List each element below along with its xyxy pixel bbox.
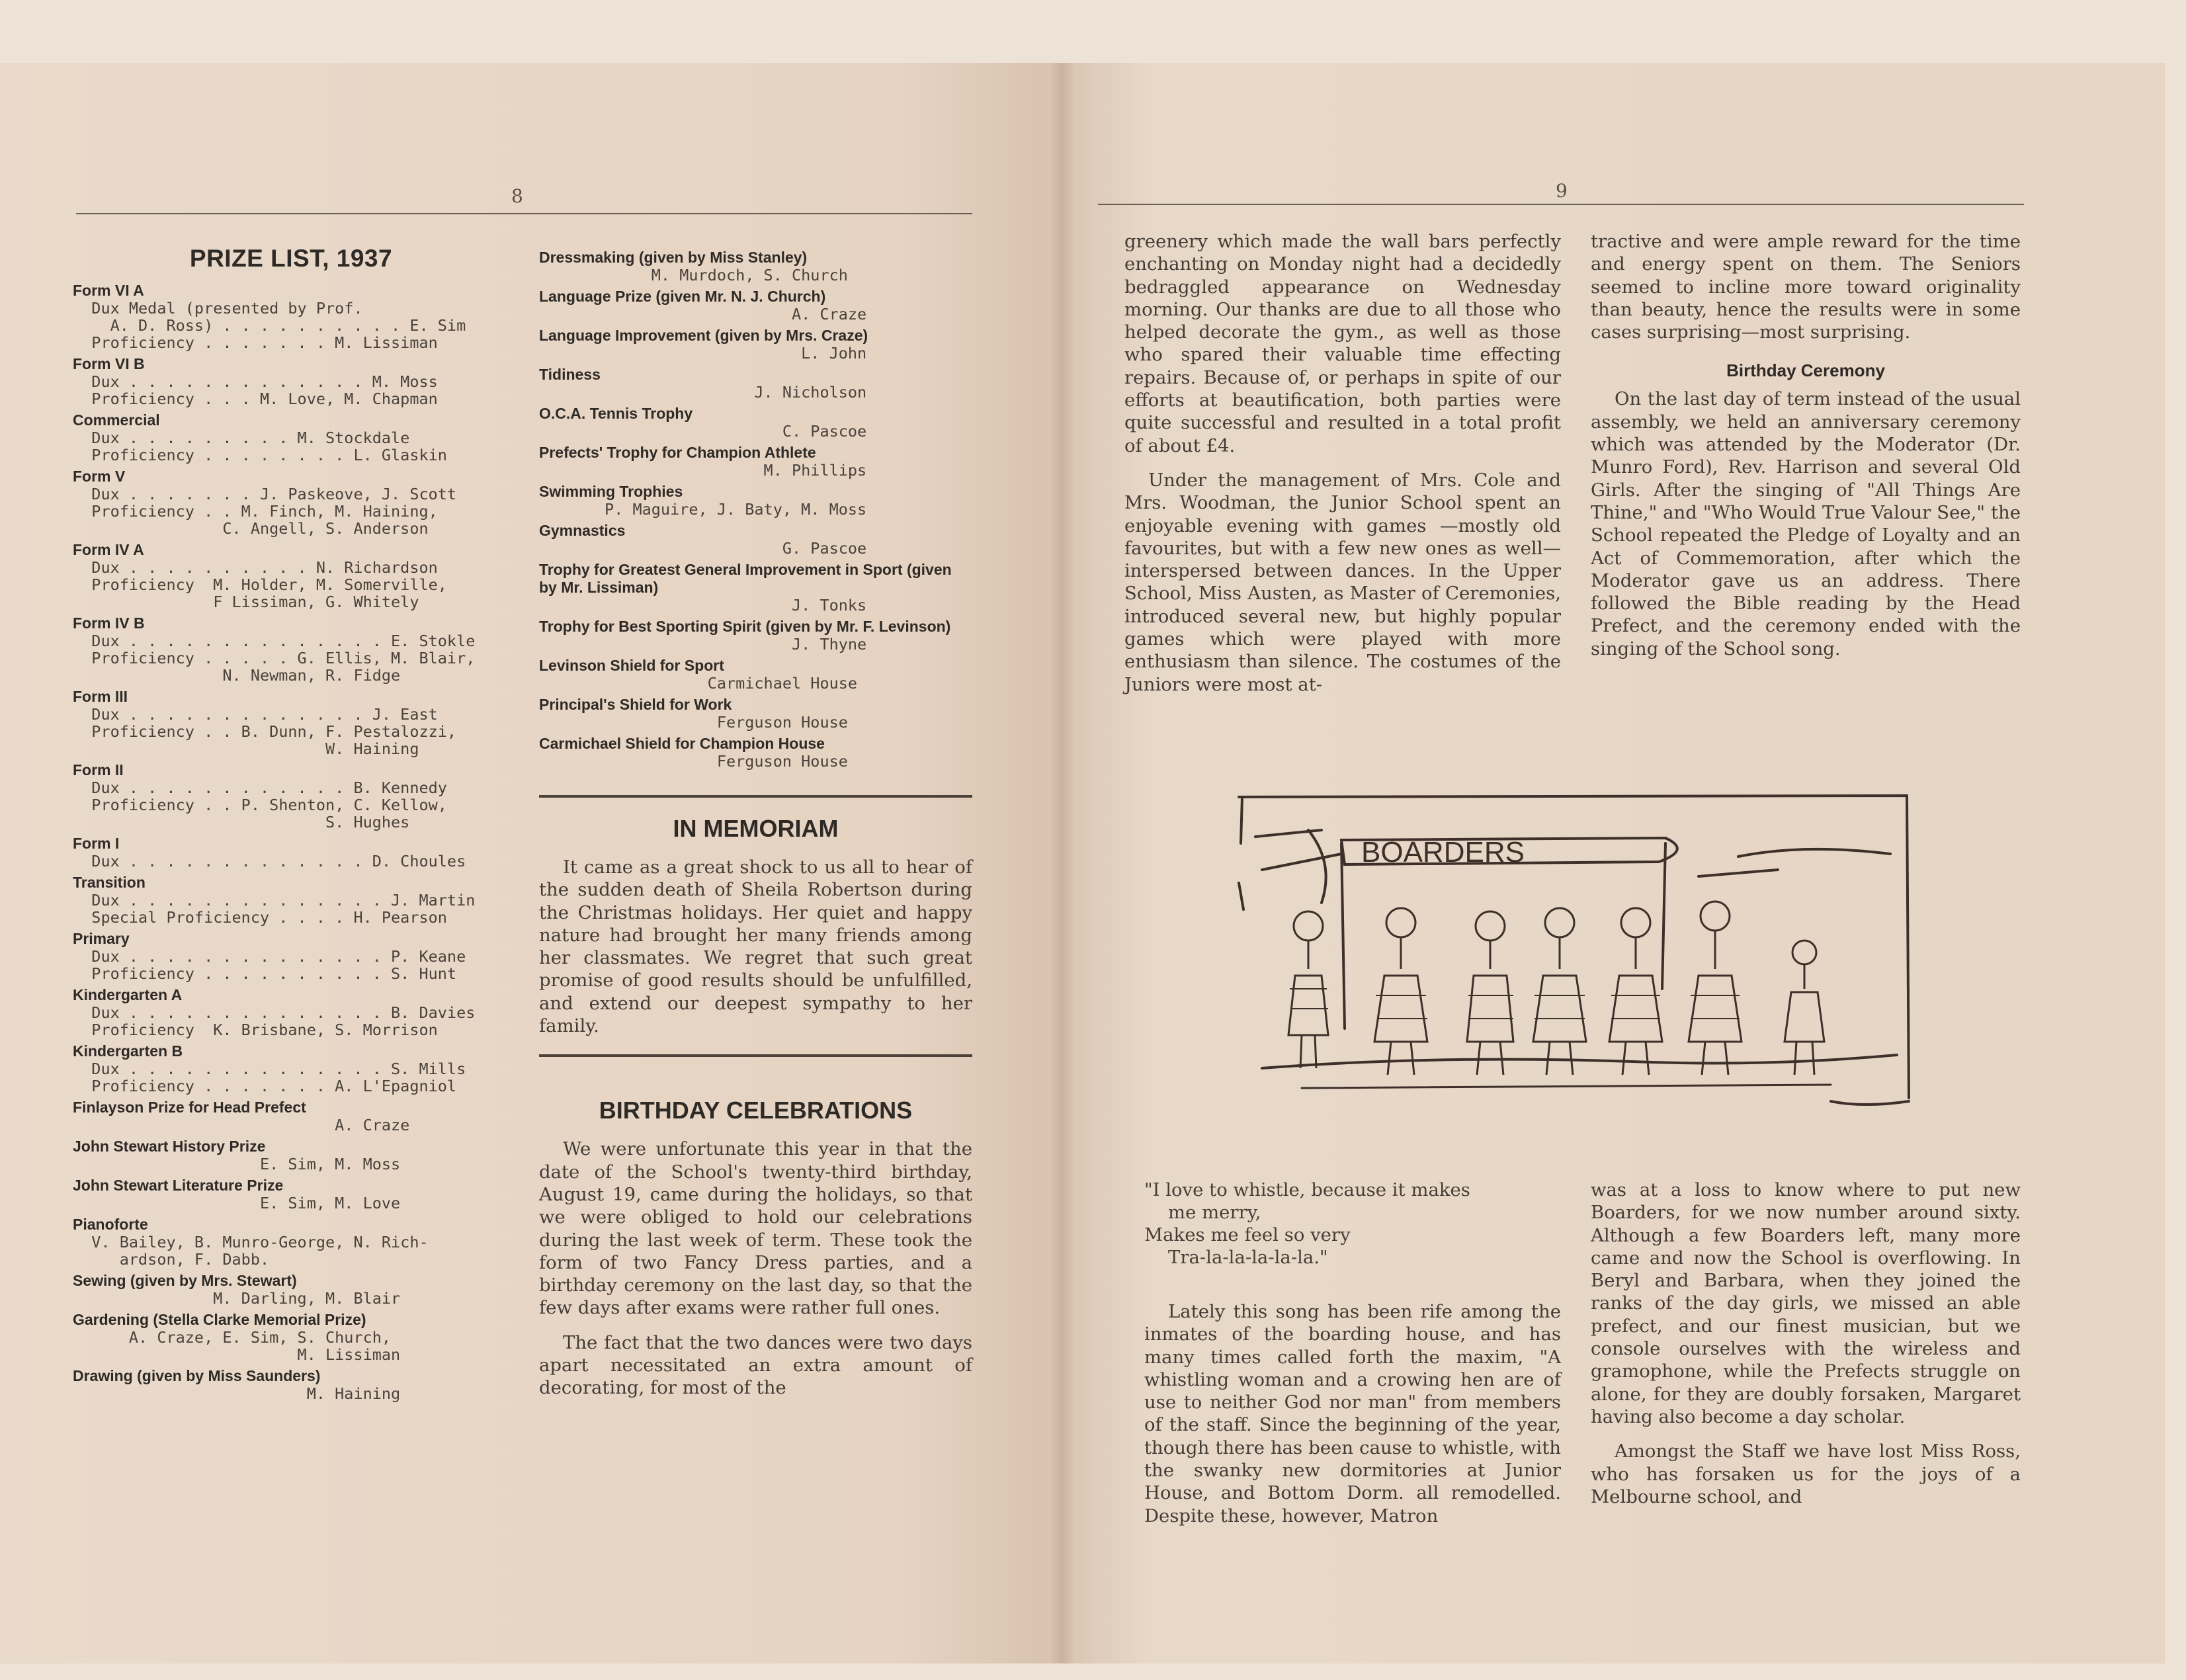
figure-3 xyxy=(1467,911,1513,1075)
prize-line: Proficiency . . P. Shenton, C. Kellow, xyxy=(73,796,447,814)
boarders-illustration xyxy=(1236,790,1913,1133)
prize-list-entries-1 xyxy=(73,282,509,1402)
page-number-right: 9 xyxy=(1556,180,1568,202)
verse-line-4: Tra-la-la-la-la-la." xyxy=(1168,1247,1328,1268)
prize-line: Dux . . . . . . . . . . . . . . J. Martin xyxy=(73,891,476,909)
prize-heading: Form I xyxy=(73,835,120,852)
prize-list-column-2 xyxy=(539,245,972,1411)
memoriam-text: It came as a great shock to us all to hear of the sudden death of Sheila Robertson during the Christmas holidays. Her quiet and happy nature had brought her many friends among her classmates. We regret that such great promise of good results should be unfulfilled, and extend our deepest sympathy to her family. xyxy=(539,857,972,1037)
prize-heading: Kindergarten A xyxy=(73,986,183,1003)
boarders-sign-text: BOARDERS xyxy=(1361,836,1525,868)
figure-7 xyxy=(1785,941,1824,1075)
prize-line: J. Tonks xyxy=(539,596,867,614)
verse-line-3: Makes me feel so very xyxy=(1144,1224,1351,1245)
prize-heading: Prefects' Trophy for Champion Athlete xyxy=(539,444,816,461)
prize-line: Proficiency K. Brisbane, S. Morrison xyxy=(73,1021,438,1039)
prize-line: Ferguson House xyxy=(539,713,848,732)
header-rule-right xyxy=(1098,204,2024,205)
header-rule-left xyxy=(76,213,972,214)
prize-line: Proficiency . . . . . . . A. L'Epagniol xyxy=(73,1077,457,1095)
staff-paragraph: Amongst the Staff we have lost Miss Ross, who has forsaken us for the joys of a Melbourne school, and xyxy=(1591,1441,2021,1507)
prize-line: Dux . . . . . . . . . . . . . D. Choules xyxy=(73,852,466,870)
prize-line: Proficiency . . . . . . . . . . S. Hunt xyxy=(73,964,457,983)
birthday-rule xyxy=(539,1054,972,1057)
prize-line: Ferguson House xyxy=(539,752,848,771)
prize-line: ardson, F. Dabb. xyxy=(73,1250,270,1269)
prize-line: C. Pascoe xyxy=(539,422,867,441)
prize-heading: Form IV B xyxy=(73,614,145,632)
prize-heading: Form V xyxy=(73,468,126,485)
memoriam-title: IN MEMORIAM xyxy=(673,815,839,842)
frame-line xyxy=(1239,796,1909,1098)
prize-heading: Language Improvement (given by Mrs. Craze) xyxy=(539,327,868,344)
prize-line: F Lissiman, G. Whitely xyxy=(73,593,419,611)
prize-heading: Dressmaking (given by Miss Stanley) xyxy=(539,249,808,266)
prize-heading: Principal's Shield for Work xyxy=(539,696,732,713)
prize-line: Dux Medal (presented by Prof. xyxy=(73,299,363,317)
figure-5 xyxy=(1609,908,1662,1075)
prize-heading: Form IV A xyxy=(73,541,144,558)
whistle-paragraph: Lately this song has been rife among the inmates of the boarding house, and has many times called forth the maxim, "A whistling woman and a crowing hen are of use to neither God nor man" from members of the staff. Since the beginning of the year, though there has been cause to whistle, with the swanky new dormitories at Junior House, and Bottom Dorm. all remodelled. Despite these, however, Matron xyxy=(1144,1301,1561,1527)
page-number-left: 8 xyxy=(511,185,523,207)
right-column-4 xyxy=(1591,1179,2021,1520)
prize-line: Special Proficiency . . . . H. Pearson xyxy=(73,908,447,927)
birthday-paragraph-2: The fact that the two dances were two days apart necessitated an extra amount of decorating, for most of the xyxy=(539,1331,972,1399)
prize-heading: Finlayson Prize for Head Prefect xyxy=(73,1099,306,1116)
right-column-1 xyxy=(1124,230,1561,708)
prize-heading: Levinson Shield for Sport xyxy=(539,657,724,674)
prize-heading: John Stewart Literature Prize xyxy=(73,1177,284,1194)
prize-line: M. Murdoch, S. Church xyxy=(539,266,848,284)
prize-line: M. Phillips xyxy=(539,461,867,480)
prize-line: E. Sim, M. Moss xyxy=(73,1155,401,1173)
figure-1 xyxy=(1288,911,1328,1068)
prize-heading: Pianoforte xyxy=(73,1216,148,1233)
prize-line: A. Craze, E. Sim, S. Church, xyxy=(73,1328,392,1347)
prize-line: Dux . . . . . . . . . . . . . . S. Mills xyxy=(73,1060,466,1078)
figure-4 xyxy=(1533,908,1586,1075)
prize-line: Dux . . . . . . . . . . . . B. Kennedy xyxy=(73,778,447,797)
birthday-paragraph-1: We were unfortunate this year in that the date of the School's twenty-third birthday, August 19, came during the holidays, so that we were obliged to hold our celebrations during the last week of term. These took the form of two Fancy Dress parties, and a birthday ceremony on the last day, so that the few days after exams were rather full ones. xyxy=(539,1138,972,1319)
prize-line: J. Nicholson xyxy=(539,383,867,401)
right-column-3 xyxy=(1144,1179,1561,1539)
prize-line: C. Angell, S. Anderson xyxy=(73,519,429,538)
birthday-title: BIRTHDAY CELEBRATIONS xyxy=(599,1097,913,1124)
sign-pole-left xyxy=(1341,843,1345,1029)
prize-heading: Carmichael Shield for Champion House xyxy=(539,735,825,752)
junior-school-paragraph: Under the management of Mrs. Cole and Mrs. Woodman, the Junior School spent an enjoyable evening with games —mostly old favourites, but with a few new ones as well—interspersed between dances. In the Upper School, Miss Austen, as Master of Ceremonies, introduced several new, but highly popular games which were played with more enthusiasm than silence. The costumes of the Juniors were most at- xyxy=(1124,469,1561,695)
right-column-2 xyxy=(1591,230,2021,672)
song-verse xyxy=(1144,1179,1561,1269)
verse-line-1: "I love to whistle, because it makes xyxy=(1144,1179,1470,1200)
prize-line: J. Thyne xyxy=(539,635,867,653)
prize-line: Proficiency . . B. Dunn, F. Pestalozzi, xyxy=(73,722,457,741)
prize-heading: Form III xyxy=(73,688,128,705)
prize-heading: Form VI B xyxy=(73,355,145,372)
prize-heading: Form II xyxy=(73,761,124,778)
prize-line: M. Darling, M. Blair xyxy=(73,1289,401,1308)
prize-heading: Drawing (given by Miss Saunders) xyxy=(73,1367,321,1384)
prize-line: A. Craze xyxy=(539,305,867,323)
prize-heading: Swimming Trophies xyxy=(539,483,683,500)
prize-line: Dux . . . . . . . . . . . . . . B. Davies xyxy=(73,1003,476,1022)
prize-heading: Kindergarten B xyxy=(73,1042,183,1060)
prize-heading: Primary xyxy=(73,930,130,947)
prize-heading: Form VI A xyxy=(73,282,144,299)
prize-line: Proficiency . . . . . . . M. Lissiman xyxy=(73,333,438,352)
verse-line-2: me merry, xyxy=(1168,1202,1261,1223)
prize-heading: Transition xyxy=(73,874,146,891)
prize-heading: Gardening (Stella Clarke Memorial Prize) xyxy=(73,1311,366,1328)
prize-line: W. Haining xyxy=(73,739,419,758)
prize-line: Proficiency M. Holder, M. Somerville, xyxy=(73,575,447,594)
ceremony-paragraph: On the last day of term instead of the usual assembly, we held an anniversary ceremony which was attended by the Moderator (Dr. Munro Ford), Rev. Harrison and several Old Girls. After the singing of "All Things Are Thine," and "Who Would True Valour See," the School repeated the Pledge of Loyalty and an Act of Commemoration, after which the Moderator gave us an address. There followed the Bible reading by the Head Prefect, and the ceremony ended with the singing of the School song. xyxy=(1591,388,2021,659)
prize-list-column-1 xyxy=(73,245,509,1402)
figure-6 xyxy=(1689,902,1742,1075)
book-spine xyxy=(1048,63,1075,1663)
prize-line: N. Newman, R. Fidge xyxy=(73,666,401,685)
prize-line: Dux . . . . . . . . . M. Stockdale xyxy=(73,429,410,447)
figure-2 xyxy=(1374,908,1427,1075)
memoriam-rule xyxy=(539,795,972,798)
prize-line: L. John xyxy=(539,344,867,362)
prize-line: Dux . . . . . . . . . . . . . M. Moss xyxy=(73,372,438,391)
prize-line: E. Sim, M. Love xyxy=(73,1194,401,1212)
prize-list-entries-2 xyxy=(539,249,972,770)
sign-pole-right xyxy=(1662,843,1665,989)
prize-line: M. Lissiman xyxy=(73,1345,401,1364)
costumes-paragraph: tractive and were ample reward for the time and energy spent on them. The Seniors seemed to incline more toward originality than beauty, hence the results were in some cases surprising—most surprising. xyxy=(1591,231,2021,343)
prize-line: P. Maguire, J. Baty, M. Moss xyxy=(539,500,867,519)
prize-heading: Language Prize (given Mr. N. J. Church) xyxy=(539,288,826,305)
prize-line: S. Hughes xyxy=(73,813,410,831)
prize-line: Dux . . . . . . . . . . . . . . P. Keane xyxy=(73,947,466,966)
prize-line: Proficiency . . . M. Love, M. Chapman xyxy=(73,390,438,408)
prize-line: Dux . . . . . . . . . . . . . . E. Stokle xyxy=(73,632,476,650)
boarders-paragraph: was at a loss to know where to put new Boarders, for we now number around sixty. Although a few Boarders left, many more came and now the School is overflowing. In Beryl and Barbara, when they joined the ranks of the day girls, we missed an able prefect, and our finest musician, but we console ourselves with the wireless and gramophone, while the Prefects struggle on alone, for they are doubly forsaken, Margaret having also become a day scholar. xyxy=(1591,1179,2021,1427)
ceremony-heading: Birthday Ceremony xyxy=(1726,360,1885,381)
prize-heading: Sewing (given by Mrs. Stewart) xyxy=(73,1272,297,1289)
prize-line: V. Bailey, B. Munro-George, N. Rich- xyxy=(73,1233,429,1251)
prize-list-title: PRIZE LIST, 1937 xyxy=(189,245,393,272)
prize-heading: Gymnastics xyxy=(539,522,626,539)
prize-heading: Tidiness xyxy=(539,366,601,383)
prize-line: Proficiency . . . . . G. Ellis, M. Blair, xyxy=(73,649,476,667)
prize-heading: Trophy for Greatest General Improvement in Sport (given by Mr. Lissiman) xyxy=(539,561,952,596)
prize-line: Carmichael House xyxy=(539,674,858,693)
prize-line: Proficiency . . M. Finch, M. Haining, xyxy=(73,502,438,521)
prize-line: A. Craze xyxy=(73,1116,410,1134)
prize-heading: Commercial xyxy=(73,411,160,429)
prize-line: Dux . . . . . . . . . . N. Richardson xyxy=(73,558,438,577)
prize-heading: Trophy for Best Sporting Spirit (given by Mr. F. Levinson) xyxy=(539,618,951,635)
prize-heading: O.C.A. Tennis Trophy xyxy=(539,405,693,422)
prize-line: M. Haining xyxy=(73,1384,401,1403)
decorating-paragraph: greenery which made the wall bars perfectly enchanting on Monday night had a decidedly bedraggled appearance on Wednesday morning. Our thanks are due to all those who helped decorate the gym., as well as those who spared their valuable time effecting repairs. Because of, or perhaps in spite of our efforts at beautification, both parties were quite successful and resulted in a total profit of about £4. xyxy=(1124,231,1561,456)
prize-line: Proficiency . . . . . . . . L. Glaskin xyxy=(73,446,447,464)
prize-line: G. Pascoe xyxy=(539,539,867,558)
prize-heading: John Stewart History Prize xyxy=(73,1138,266,1155)
prize-line: A. D. Ross) . . . . . . . . . . E. Sim xyxy=(73,316,466,335)
prize-line: Dux . . . . . . . J. Paskeove, J. Scott xyxy=(73,485,457,503)
prize-line: Dux . . . . . . . . . . . . . J. East xyxy=(73,705,438,724)
